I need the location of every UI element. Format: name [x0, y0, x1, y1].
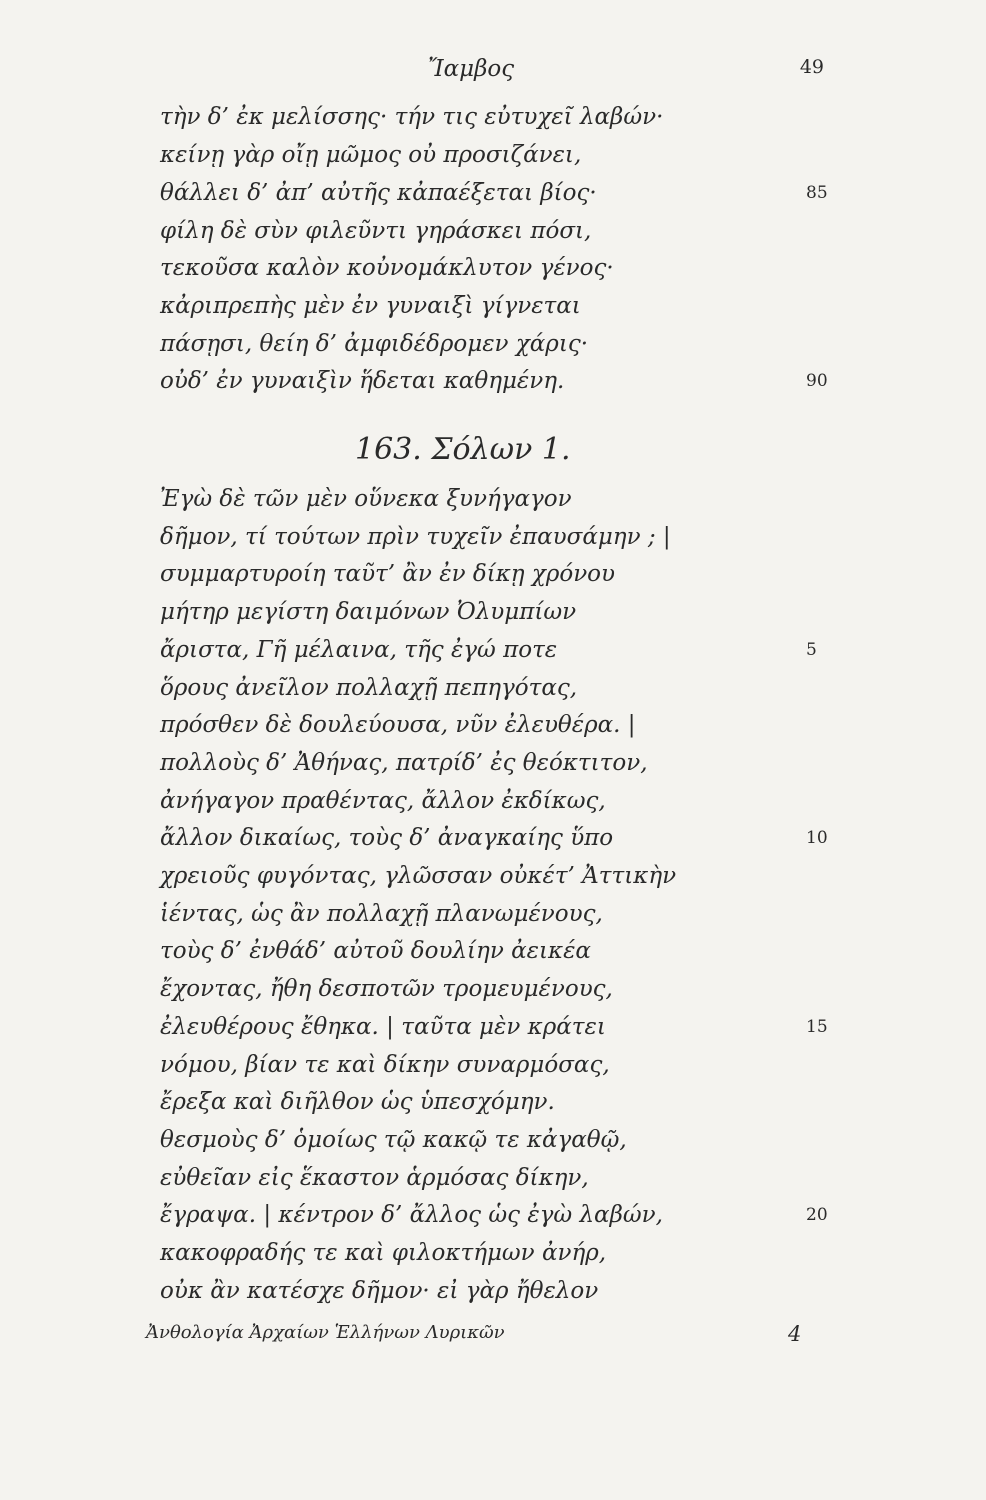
page-number: 49: [799, 56, 824, 78]
line-number: 15: [806, 1017, 828, 1037]
verse-line: ἔρεξα καὶ διῆλθον ὡς ὑπεσχόμην.: [160, 1089, 555, 1115]
verse-line: ἄριστα, Γῆ μέλαινα, τῆς ἐγώ ποτε: [160, 637, 558, 663]
verse-line: συμμαρτυροίη ταῦτ’ ἂν ἐν δίκῃ χρόνου: [160, 561, 616, 587]
verse-line: ἱέντας, ὡς ἂν πολλαχῇ πλανωμένους,: [160, 901, 603, 927]
verse-line: τὴν δ’ ἐκ μελίσσης· τήν τις εὐτυχεῖ λαβών·: [160, 104, 664, 130]
verse-line: δῆμον, τί τούτων πρὶν τυχεῖν ἐπαυσάμην ; |: [160, 524, 671, 550]
verse-line: πάσῃσι, θείη δ’ ἀμφιδέδρομεν χάρις·: [160, 331, 589, 357]
verse-line: ἐλευθέρους ἔθηκα. | ταῦτα μὲν κράτει: [160, 1014, 606, 1040]
verse-line: κἀριπρεπὴς μὲν ἐν γυναιξὶ γίγνεται: [160, 293, 581, 319]
verse-line: μήτηρ μεγίστη δαιμόνων Ὀλυμπίων: [160, 599, 577, 625]
verse-line: χρειοῦς φυγόντας, γλῶσσαν οὐκέτ’ Ἀττικὴν: [160, 863, 677, 889]
line-number: 85: [806, 183, 828, 203]
line-number: 10: [806, 828, 828, 848]
running-head: [0, 52, 986, 92]
verse-line: νόμου, βίαν τε καὶ δίκην συναρμόσας,: [160, 1052, 610, 1078]
verse-line: τεκοῦσα καλὸν κοὐνομάκλυτον γένος·: [160, 255, 614, 281]
verse-line: ἀνήγαγον πραθέντας, ἄλλον ἐκδίκως,: [160, 788, 606, 814]
line-number: 20: [806, 1205, 828, 1225]
running-title: Ἴαμβος: [428, 56, 515, 82]
verse-line: ἔγραψα. | κέντρον δ’ ἄλλος ὡς ἐγὼ λαβών,: [160, 1202, 663, 1228]
verse-line: Ἐγὼ δὲ τῶν μὲν οὕνεκα ξυνήγαγον: [160, 486, 572, 512]
section-heading: 163. Σόλων 1.: [355, 432, 571, 467]
verse-line: πρόσθεν δὲ δουλεύουσα, νῦν ἐλευθέρα. |: [160, 712, 636, 738]
verse-line: οὐκ ἂν κατέσχε δῆμον· εἰ γὰρ ἤθελον: [160, 1278, 599, 1304]
verse-line: ἄλλον δικαίως, τοὺς δ’ ἀναγκαίης ὕπο: [160, 825, 614, 851]
signature-mark: 4: [788, 1322, 802, 1346]
verse-line: εὐθεῖαν εἰς ἕκαστον ἁρμόσας δίκην,: [160, 1165, 589, 1191]
verse-line: κείνῃ γὰρ οἴῃ μῶμος οὐ προσιζάνει,: [160, 142, 582, 168]
line-number: 90: [806, 371, 828, 391]
verse-line: φίλη δὲ σὺν φιλεῦντι γηράσκει πόσι,: [160, 218, 592, 244]
verse-line: θεσμοὺς δ’ ὁμοίως τῷ κακῷ τε κἀγαθῷ,: [160, 1127, 627, 1153]
verse-line: κακοφραδής τε καὶ φιλοκτήμων ἀνήρ,: [160, 1240, 607, 1266]
verse-line: ἔχοντας, ἤθη δεσποτῶν τρομευμένους,: [160, 976, 613, 1002]
footer-title: Ἀνθολογία Ἀρχαίων Ἑλλήνων Λυρικῶν: [146, 1322, 505, 1343]
verse-line: θάλλει δ’ ἀπ’ αὐτῆς κἀπαέξεται βίος·: [160, 180, 597, 206]
verse-line: οὐδ’ ἐν γυναιξὶν ἥδεται καθημένη.: [160, 368, 565, 394]
line-number: 5: [806, 640, 817, 660]
verse-line: τοὺς δ’ ἐνθάδ’ αὐτοῦ δουλίην ἀεικέα: [160, 938, 591, 964]
verse-line: πολλοὺς δ’ Ἀθήνας, πατρίδ’ ἐς θεόκτιτον,: [160, 750, 648, 776]
verse-line: ὅρους ἀνεῖλον πολλαχῇ πεπηγότας,: [160, 675, 578, 701]
